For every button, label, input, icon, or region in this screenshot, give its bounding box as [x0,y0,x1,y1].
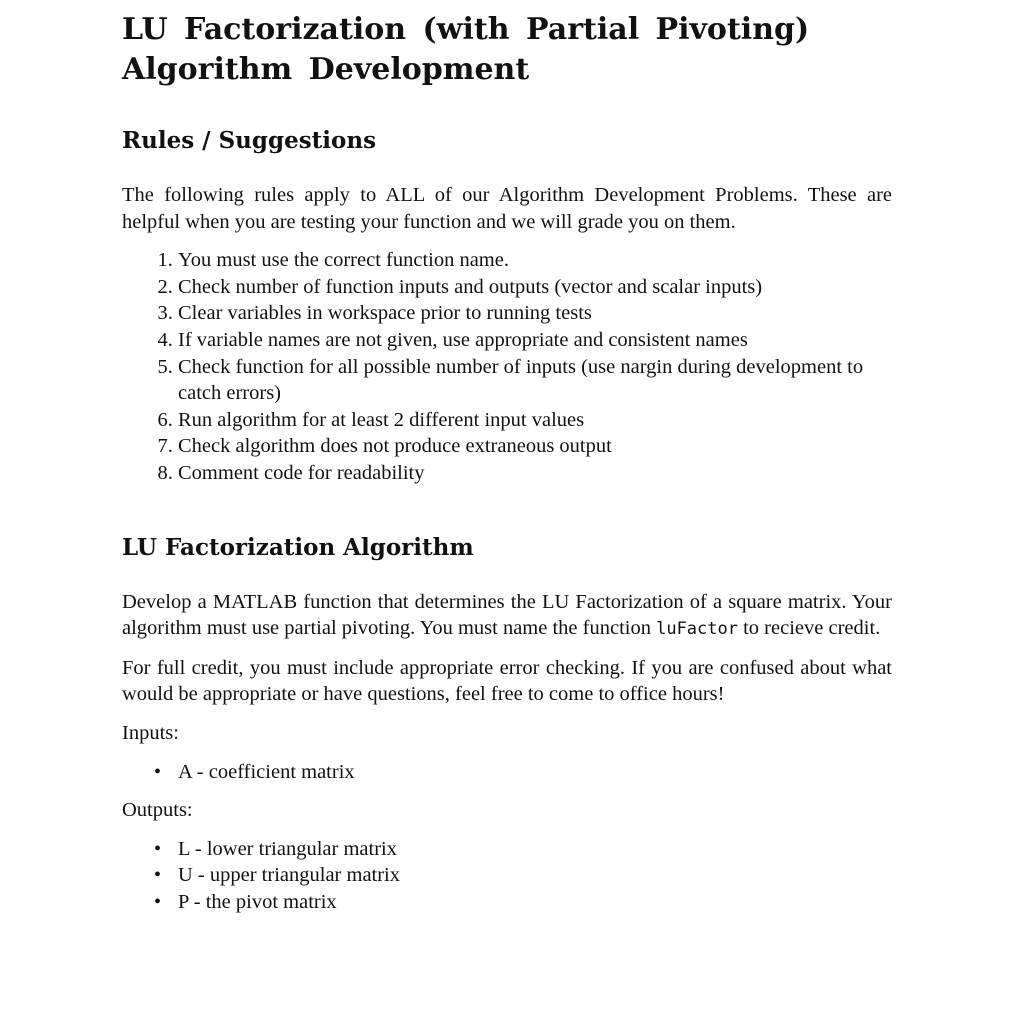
algorithm-description-start: Develop a MATLAB function that determines the LU Factorization of a square matrix. Your algorithm must use partial pivoting. You must name the function [122,590,892,640]
list-item: 5. Check function for all possible number of inputs (use nargin during development to catch errors) [178,354,892,407]
algorithm-heading: LU Factorization Algorithm [122,533,474,561]
page-title: LU Factorization (with Partial Pivoting) Algorithm Development [122,12,810,87]
list-item: • L - lower triangular matrix [178,836,892,863]
rules-list [122,247,892,486]
list-item: 2. Check number of function inputs and outputs (vector and scalar inputs) [178,274,892,301]
function-name: luFactor [656,619,738,640]
inputs-label: Inputs: [122,721,179,744]
error-checking-paragraph: For full credit, you must include appropriate error checking. If you are confused about what would be appropriate or have questions, feel free to come to office hours! [122,656,892,706]
list-item: 7. Check algorithm does not produce extraneous output [178,433,892,460]
list-item: • U - upper triangular matrix [178,862,892,889]
algorithm-description [122,589,892,643]
rules-intro: The following rules apply to ALL of our Algorithm Development Problems. These are helpful when you are testing your function and we will grade you on them. [122,184,892,233]
outputs-label: Outputs: [122,799,193,822]
list-item: 3. Clear variables in workspace prior to running tests [178,300,892,327]
outputs-list [122,836,892,916]
algorithm-description-end: to recieve credit. [737,617,881,640]
document-page [122,8,892,915]
rules-heading: Rules / Suggestions [122,127,377,154]
list-item: 1. You must use the correct function name. [178,247,892,274]
inputs-list [122,759,892,786]
list-item: • A - coefficient matrix [178,759,892,786]
list-item: 8. Comment code for readability [178,460,892,487]
list-item: 6. Run algorithm for at least 2 different input values [178,407,892,434]
list-item: 4. If variable names are not given, use appropriate and consistent names [178,327,892,354]
list-item: • P - the pivot matrix [178,889,892,916]
